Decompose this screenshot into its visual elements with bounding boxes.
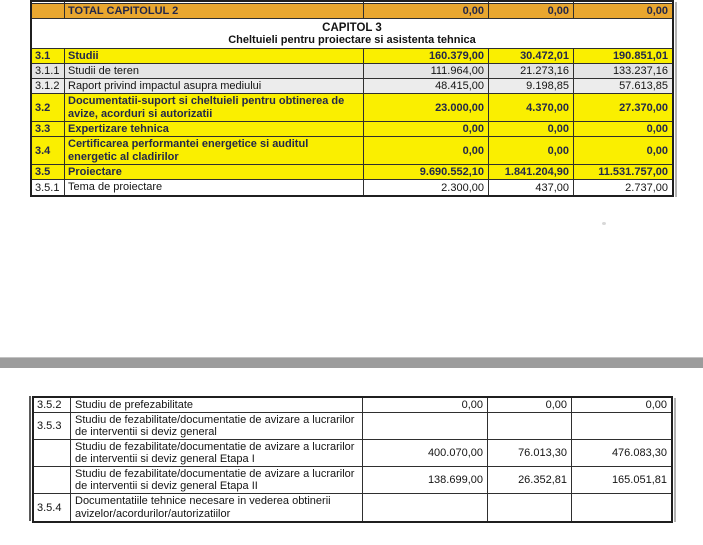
- row-value-cell: 476.083,30: [611, 447, 667, 459]
- row-value-cell: 9.690.552,10: [364, 165, 489, 179]
- table-row: [32, 94, 672, 122]
- row-value-cell: 0,00: [489, 4, 574, 18]
- row-value-cell: 0,00: [364, 137, 489, 164]
- row-description-cell: Studii: [65, 49, 364, 63]
- chapter-title: CAPITOL 3: [322, 21, 382, 34]
- row-description-cell: Tema de proiectare: [65, 180, 364, 195]
- row-number-cell: 3.1: [32, 49, 65, 63]
- table-row: [32, 180, 672, 195]
- row-value-cell: 0,00: [646, 123, 668, 135]
- table-row: [32, 64, 672, 79]
- row-description-cell: Studiu de prefezabilitate: [71, 398, 363, 412]
- table-row: [32, 137, 672, 165]
- row-value-cell: [572, 494, 671, 521]
- total-capitol-2-row: [32, 4, 672, 19]
- row-value-cell: 0,00: [489, 122, 574, 136]
- row-value-cell: 48.415,00: [364, 79, 489, 93]
- row-value-cell: [488, 413, 572, 439]
- row-value-cell: [572, 413, 671, 439]
- row-value-cell: 0,00: [645, 399, 667, 411]
- row-number-cell: 3.5.3: [34, 413, 71, 439]
- scan-artifact-speck: [602, 222, 606, 225]
- row-value-cell: 57.613,85: [619, 80, 668, 92]
- table-row: [32, 49, 672, 64]
- row-number-cell: [34, 440, 71, 466]
- table-row: [32, 79, 672, 94]
- row-value-cell: 26.352,81: [488, 467, 572, 493]
- row-value-cell: 9.198,85: [489, 79, 574, 93]
- row-value-cell: 0,00: [364, 4, 489, 18]
- row-value-cell: 11.531.757,00: [598, 166, 668, 178]
- table-row: [32, 165, 672, 180]
- chapter-subtitle: Cheltuieli pentru proiectare si asistenta tehnica: [228, 33, 476, 46]
- row-description-cell: Certificarea performantei energetice si auditul energetic al cladirilor: [65, 137, 364, 164]
- row-value-cell: 23.000,00: [364, 94, 489, 121]
- row-number-cell: 3.5.2: [34, 398, 71, 412]
- table-row: [34, 398, 671, 413]
- row-description-cell: Proiectare: [65, 165, 364, 179]
- capitol-3-continuation-table: [32, 396, 673, 523]
- row-value-cell: 4.370,00: [489, 94, 574, 121]
- row-value-cell: 165.051,81: [611, 474, 667, 486]
- row-number-cell: [32, 4, 65, 18]
- row-description-cell: Raport privind impactul asupra mediului: [65, 79, 364, 93]
- row-description-cell: Studiu de fezabilitate/documentatie de avizare a lucrarilor de interventii si deviz general Etapa II: [71, 467, 363, 493]
- row-description-cell: Documentatiile tehnice necesare in vederea obtinerii avizelor/acordurilor/autorizatiilor: [71, 494, 363, 521]
- row-value-cell: [363, 494, 488, 521]
- row-value-cell: 21.273,16: [489, 64, 574, 78]
- row-value-cell: 138.699,00: [363, 467, 488, 493]
- row-number-cell: 3.5.1: [32, 180, 65, 195]
- row-value-cell: 0,00: [363, 398, 488, 412]
- row-number-cell: 3.5: [32, 165, 65, 179]
- row-value-cell: 0,00: [364, 122, 489, 136]
- chapter-header-row: [32, 19, 672, 49]
- row-value-cell: 30.472,01: [489, 49, 574, 63]
- table-row: [34, 467, 671, 494]
- row-value-cell: 160.379,00: [364, 49, 489, 63]
- row-number-cell: 3.1.2: [32, 79, 65, 93]
- row-value-cell: 133.237,16: [612, 65, 668, 77]
- row-value-cell: 27.370,00: [619, 101, 668, 114]
- table-row: [34, 494, 671, 521]
- row-value-cell: 0,00: [489, 137, 574, 164]
- row-value-cell: 2.737,00: [625, 181, 668, 194]
- table-row: [34, 440, 671, 467]
- row-number-cell: 3.3: [32, 122, 65, 136]
- row-value-cell: [363, 413, 488, 439]
- chapter-header: [32, 19, 672, 48]
- table-row: [32, 122, 672, 137]
- row-value-cell: 0,00: [646, 5, 668, 17]
- row-number-cell: 3.5.4: [34, 494, 71, 521]
- row-description-cell: Documentatii-suport si cheltuieli pentru obtinerea de avize, acorduri si autorizatii: [65, 94, 364, 121]
- table-row: [34, 413, 671, 440]
- row-description-cell: Studiu de fezabilitate/documentatie de avizare a lucrarilor de interventii si deviz general Etapa I: [71, 440, 363, 466]
- row-value-cell: 1.841.204,90: [489, 165, 574, 179]
- row-value-cell: 0,00: [488, 398, 572, 412]
- row-description-cell: Studii de teren: [65, 64, 364, 78]
- row-description-cell: Studiu de fezabilitate/documentatie de avizare a lucrarilor de interventii si deviz general: [71, 413, 363, 439]
- row-value-cell: 400.070,00: [363, 440, 488, 466]
- row-number-cell: 3.2: [32, 94, 65, 121]
- row-description-cell: TOTAL CAPITOLUL 2: [65, 4, 364, 18]
- row-value-cell: 0,00: [646, 144, 668, 157]
- page-separator-bar: [0, 357, 703, 368]
- row-value-cell: [488, 494, 572, 521]
- row-value-cell: 2.300,00: [364, 180, 489, 195]
- row-value-cell: 76.013,30: [488, 440, 572, 466]
- row-number-cell: [34, 467, 71, 493]
- row-value-cell: 437,00: [489, 180, 574, 195]
- row-number-cell: 3.1.1: [32, 64, 65, 78]
- capitol-3-table: [30, 0, 674, 197]
- row-value-cell: 190.851,01: [612, 50, 668, 62]
- row-value-cell: 111.964,00: [364, 64, 489, 78]
- row-number-cell: 3.4: [32, 137, 65, 164]
- row-description-cell: Expertizare tehnica: [65, 122, 364, 136]
